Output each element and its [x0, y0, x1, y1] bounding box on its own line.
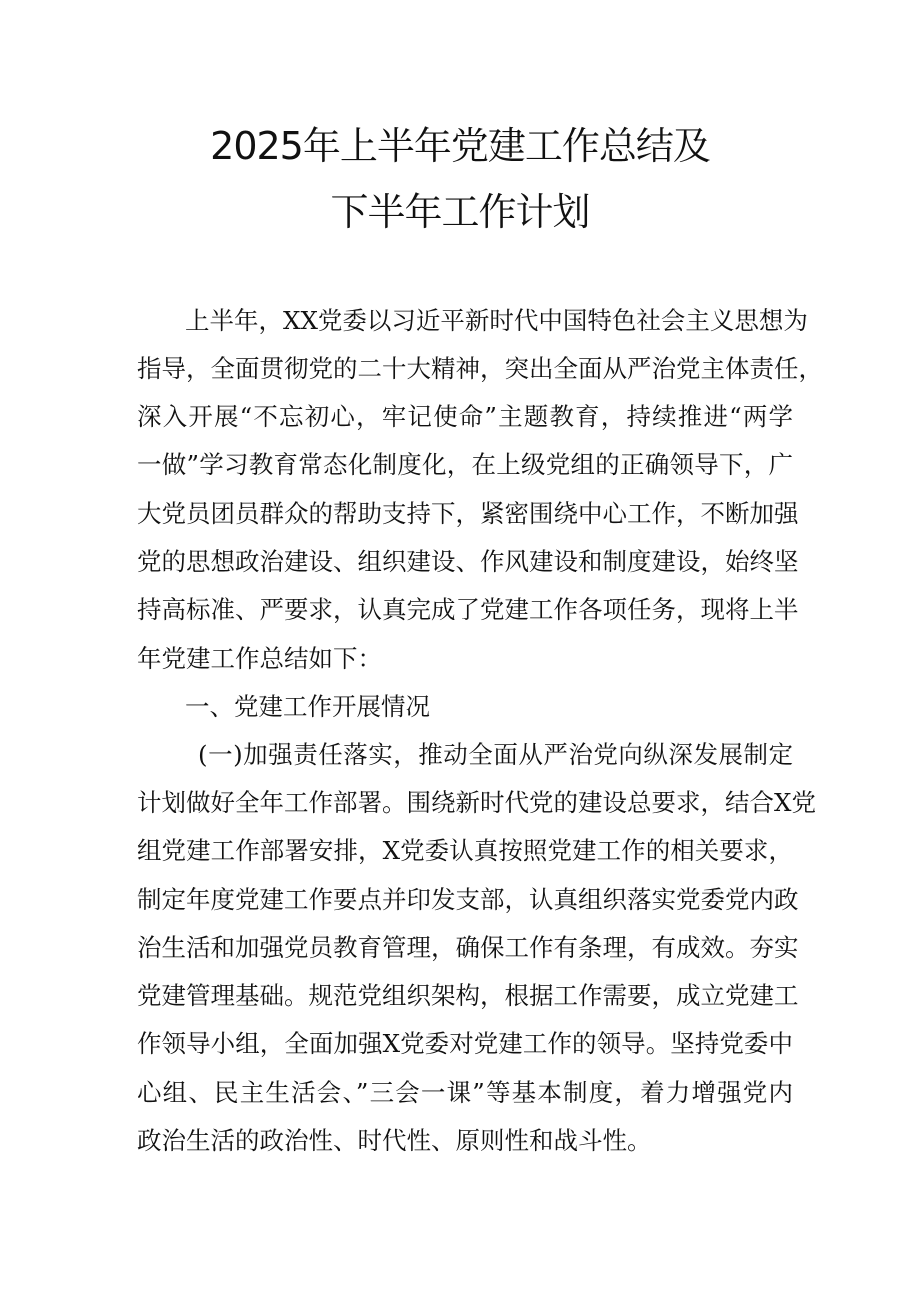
document-title-line-2: 下半年工作计划 [330, 190, 590, 234]
intro-paragraph-line: 上半年，XX党委以习近平新时代中国特色社会主义思想为 [185, 306, 808, 335]
intro-paragraph-line: 党的思想政治建设、组织建设、作风建设和制度建设，始终坚 [137, 547, 799, 576]
subsection-paragraph-line: 计划做好全年工作部署。围绕新时代党的建设总要求，结合X党 [137, 788, 816, 817]
intro-paragraph-line: 指导，全面贯彻党的二十大精神，突出全面从严治党主体责任， [137, 354, 823, 383]
subsection-paragraph-line: 党建管理基础。规范党组织架构，根据工作需要，成立党建工 [137, 981, 799, 1010]
subsection-paragraph-line: 作领导小组，全面加强X党委对党建工作的领导。坚持党委中 [137, 1029, 793, 1058]
document-title-line-1: 2025年上半年党建工作总结及 [210, 124, 710, 168]
intro-paragraph-line: 深入开展“不忘初心，牢记使命”主题教育，持续推进“两学 [137, 402, 793, 431]
intro-paragraph-line: 持高标准、严要求，认真完成了党建工作各项任务，现将上半 [137, 595, 799, 624]
subsection-paragraph-line: (一)加强责任落实，推动全面从严治党向纵深发展制定 [198, 740, 793, 769]
intro-paragraph-line: 年党建工作总结如下： [137, 644, 382, 673]
intro-paragraph-line: 大党员团员群众的帮助支持下，紧密围绕中心工作，不断加强 [137, 499, 799, 528]
subsection-paragraph-line: 治生活和加强党员教育管理，确保工作有条理，有成效。夯实 [137, 933, 799, 962]
subsection-paragraph-line: 政治生活的政治性、时代性、原则性和战斗性。 [137, 1126, 652, 1155]
subsection-paragraph-line: 制定年度党建工作要点并印发支部，认真组织落实党委党内政 [137, 885, 799, 914]
subsection-paragraph-line: 心组、民主生活会、”三会一课”等基本制度，着力增强党内 [137, 1078, 793, 1107]
subsection-paragraph-line: 组党建工作部署安排，X党委认真按照党建工作的相关要求， [137, 836, 793, 865]
section-heading: 一、党建工作开展情况 [185, 692, 430, 721]
intro-paragraph-line: 一做”学习教育常态化制度化，在上级党组的正确领导下，广 [137, 450, 793, 479]
